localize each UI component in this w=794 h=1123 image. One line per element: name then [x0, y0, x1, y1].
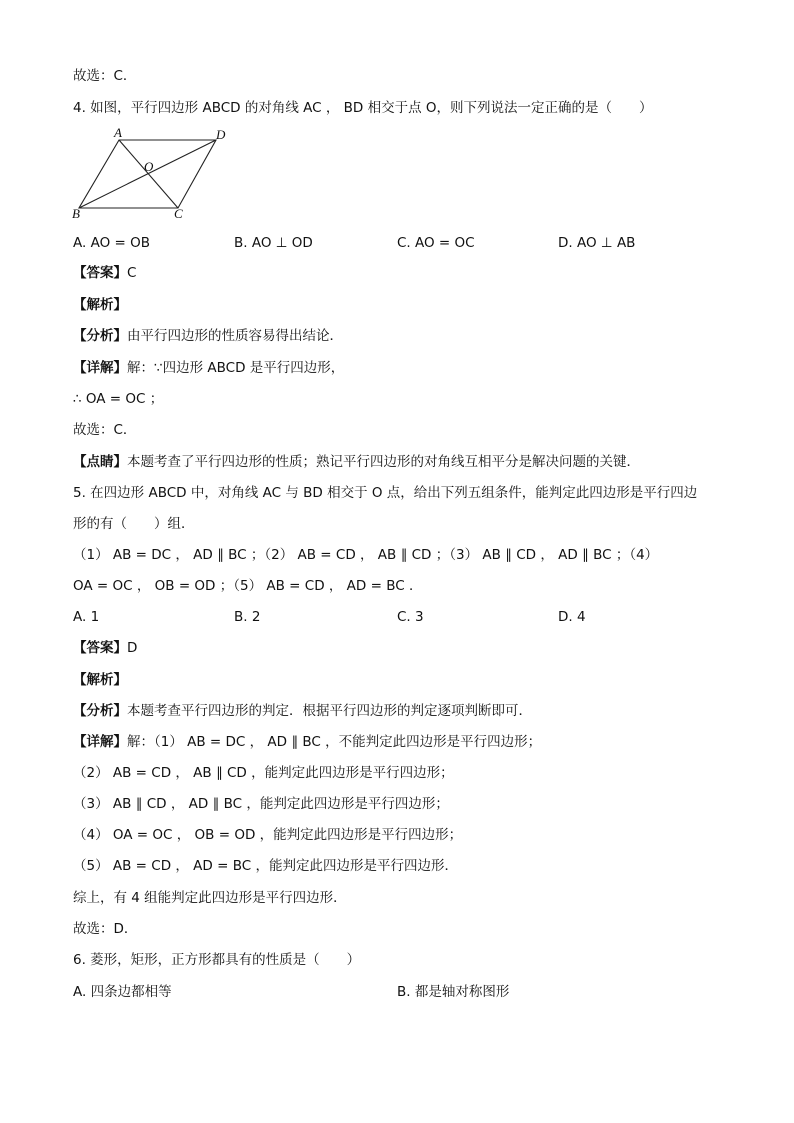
q4-conclusion: 故选：C． [73, 422, 137, 438]
vertex-label-b: B [72, 206, 80, 221]
q4-stem: 4. 如图，平行四边形 ABCD 的对角线 AC ， BD 相交于点 O，则下列说法一定正确的是（ ） [73, 100, 653, 116]
q4-option-b: B. AO ⊥ OD [234, 235, 313, 251]
q5-step-3: （3） AB ∥ CD ， AD ∥ BC ，能判定此四边形是平行四边形； [73, 796, 449, 812]
q4-option-a: A. AO = OB [73, 235, 150, 251]
q4-fenxi [73, 326, 343, 346]
dianjing-text: 本题考查了平行四边形的性质；熟记平行四边形的对角线互相平分是解决问题的关键． [127, 454, 640, 470]
q5-step-2: （2） AB = CD ， AB ∥ CD ，能判定此四边形是平行四边形； [73, 765, 454, 781]
answer-value: D [127, 640, 138, 656]
q5-summary: 综上，有 4 组能判定此四边形是平行四边形． [73, 890, 347, 906]
vertex-label-d: D [216, 127, 226, 142]
q4-option-c: C. AO = OC [397, 235, 475, 251]
q5-answer [73, 638, 137, 658]
answer-tag: 【答案】 [73, 640, 127, 656]
q5-step-4: （4） OA = OC ， OB = OD ，能判定此四边形是平行四边形； [73, 827, 463, 843]
fenxi-tag: 【分析】 [73, 703, 127, 719]
xiangjie-tag: 【详解】 [73, 734, 127, 750]
q4-xiangjie [73, 358, 344, 378]
q3-answer-line: 故选：C． [73, 68, 137, 84]
answer-tag: 【答案】 [73, 265, 127, 281]
q6-option-a: A. 四条边都相等 [73, 984, 172, 1000]
xiangjie-text: 解：（1） AB = DC ， AD ∥ BC ，不能判定此四边形是平行四边形； [127, 734, 542, 750]
fenxi-text: 由平行四边形的性质容易得出结论． [127, 328, 343, 344]
q4-dianjing [73, 452, 640, 472]
q5-analysis-label: 【解析】 [73, 672, 127, 688]
q5-option-c: C. 3 [397, 609, 424, 625]
q5-xiangjie [73, 732, 541, 752]
parallelogram-figure [66, 126, 236, 226]
q5-option-d: D. 4 [558, 609, 586, 625]
q4-answer [73, 263, 136, 283]
q6-option-b: B. 都是轴对称图形 [397, 984, 510, 1000]
q6-stem: 6. 菱形，矩形，正方形都具有的性质是（ ） [73, 952, 361, 968]
fenxi-tag: 【分析】 [73, 328, 127, 344]
q5-step-5: （5） AB = CD ， AD = BC ，能判定此四边形是平行四边形． [73, 858, 458, 874]
q5-conditions-line2: OA = OC ， OB = OD ；（5） AB = CD ， AD = BC ． [73, 578, 423, 594]
q5-conditions-line1: （1） AB = DC ， AD ∥ BC ；（2） AB = CD ， AB ∥ CD ；（3） AB ∥ CD ， AD ∥ BC ；（4） [73, 547, 659, 563]
xiangjie-text: 解：∵四边形 ABCD 是平行四边形， [127, 360, 345, 376]
q4-step: ∴ OA = OC ； [73, 391, 164, 407]
q5-stem-line2: 形的有（ ）组． [73, 516, 195, 532]
fenxi-text: 本题考查平行四边形的判定．根据平行四边形的判定逐项判断即可． [127, 703, 532, 719]
q5-option-b: B. 2 [234, 609, 261, 625]
dianjing-tag: 【点睛】 [73, 454, 127, 470]
answer-value: C [127, 265, 137, 281]
point-label-o: O [144, 159, 154, 174]
q4-analysis-label: 【解析】 [73, 297, 127, 313]
q5-stem-line1: 5. 在四边形 ABCD 中，对角线 AC 与 BD 相交于 O 点，给出下列五组条件，能判定此四边形是平行四边 [73, 485, 698, 501]
q5-conclusion: 故选：D． [73, 921, 138, 937]
q5-option-a: A. 1 [73, 609, 100, 625]
vertex-label-a: A [114, 126, 122, 140]
xiangjie-tag: 【详解】 [73, 360, 127, 376]
q4-option-d: D. AO ⊥ AB [558, 235, 636, 251]
vertex-label-c: C [174, 206, 183, 221]
q5-fenxi [73, 701, 532, 721]
